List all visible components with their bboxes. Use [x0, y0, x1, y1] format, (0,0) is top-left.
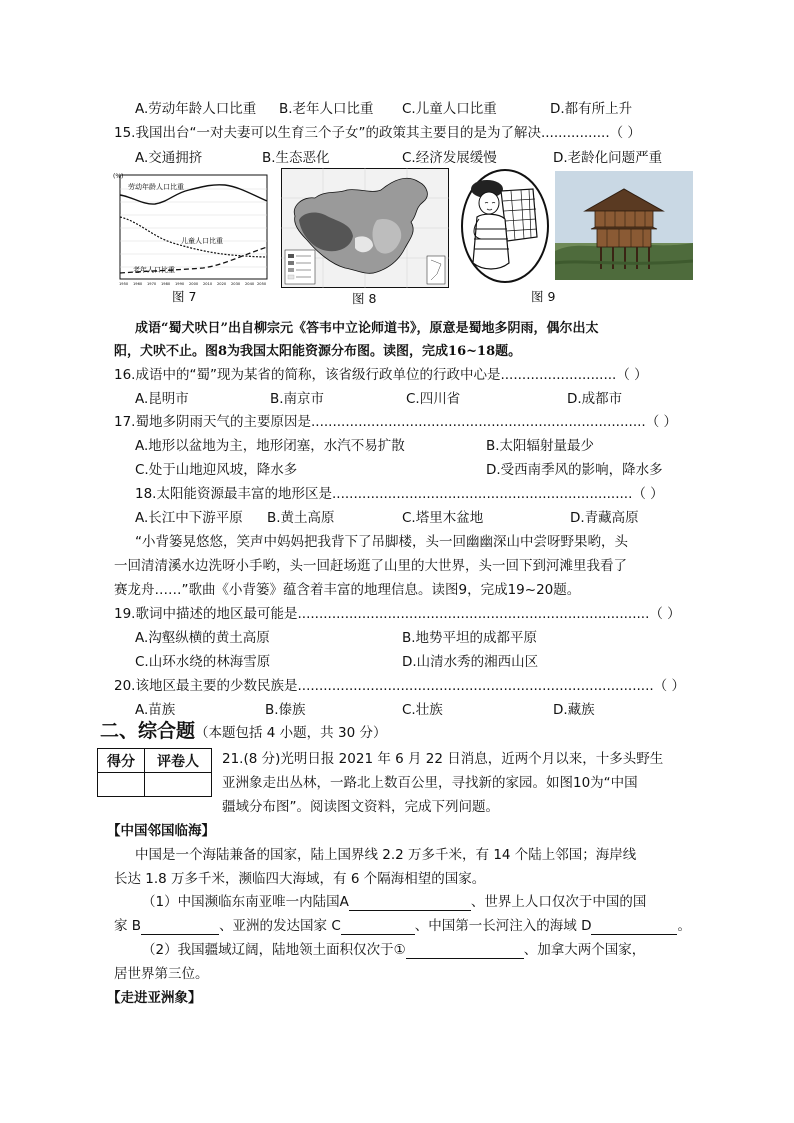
dress-icon	[473, 214, 509, 269]
q17-dots: ..............................................................................	[310, 414, 646, 430]
sub1-text-c: 家 B	[114, 918, 142, 934]
grader-cell	[145, 773, 212, 797]
q19-option-a: A.沟壑纵横的黄土高原	[135, 630, 270, 646]
q16-option-c: C.四川省	[406, 391, 461, 407]
sub2-line2: 居世界第三位。	[114, 966, 209, 982]
fig7-x-tick: 2050	[257, 282, 267, 286]
score-header-grader: 评卷人	[145, 749, 212, 773]
face-icon	[479, 192, 499, 214]
fig7-x-tick: 1960	[133, 282, 143, 286]
fig7-x-tick: 2000	[189, 282, 199, 286]
fig7-x-tick: 2010	[203, 282, 213, 286]
sub1-text-e: 、中国第一长河注入的海域 D	[414, 918, 592, 934]
q16-stem-text: 16.成语中的“蜀”现为某省的简称，该省级行政单位的行政中心是	[114, 367, 501, 383]
q15-stem	[114, 124, 641, 142]
q20-stem	[114, 677, 685, 695]
q16-option-b: B.南京市	[270, 391, 325, 407]
q21-line1: 21.(8 分)光明日报 2021 年 6 月 22 日消息，近两个月以来，十多头野生	[222, 751, 664, 767]
q17-option-b: B.太阳辐射量最少	[486, 438, 595, 454]
figure-9-back-basket-girl	[459, 167, 551, 285]
section2-note: （本题包括 4 小题，共 30 分）	[195, 725, 387, 741]
q20-option-b: B.傣族	[265, 702, 306, 718]
fig7-x-tick: 1970	[147, 282, 157, 286]
fig9-caption: 图 9	[531, 289, 556, 304]
q18-stem-text: 18.太阳能资源最丰富的地形区是	[135, 486, 332, 502]
q15-option-a: A.交通拥挤	[135, 150, 203, 166]
q19-answer-paren: （ ）	[649, 606, 681, 622]
q14-option-b: B.老年人口比重	[279, 101, 374, 117]
fig7-x-ticks	[119, 282, 267, 286]
fig7-y-unit: (%)	[113, 173, 124, 180]
q20-option-a: A.苗族	[135, 702, 176, 718]
fig7-label-elderly: 老年人口比重	[133, 266, 175, 274]
fig7-x-tick: 2030	[231, 282, 241, 286]
q20-stem-text: 20.该地区最主要的少数民族是	[114, 678, 298, 694]
q19-stem-text: 19.歌词中描述的地区最可能是	[114, 606, 298, 622]
score-header-score: 得分	[98, 749, 145, 773]
q15-stem-text: 15.我国出台“一对夫妻可以生育三个子女”的政策其主要目的是为了解决	[114, 125, 541, 141]
sub1-text-a: （1）中国濒临东南亚唯一内陆国A	[142, 894, 349, 910]
q21-line3: 疆域分布图”。阅读图文资料，完成下列问题。	[222, 799, 499, 815]
intro-19-20-line3: 赛龙舟……”歌曲《小背篓》蕴含着丰富的地理信息。读图9，完成19~20题。	[114, 582, 581, 598]
q18-answer-paren: （ ）	[632, 486, 664, 502]
q19-stem	[114, 605, 681, 623]
q14-option-a: A.劳动年龄人口比重	[135, 101, 257, 117]
sub1-text-b: 、世界上人口仅次于中国的国	[470, 894, 647, 910]
q15-option-d: D.老龄化问题严重	[553, 150, 663, 166]
q20-answer-paren: （ ）	[653, 678, 685, 694]
block2-heading: 【走进亚洲象】	[107, 990, 202, 1006]
stilt-house-photo	[555, 171, 693, 280]
q19-option-c: C.山环水绕的林海雪原	[135, 654, 271, 670]
q16-stem	[114, 366, 648, 384]
q19-dots: ..................................................................................	[297, 606, 650, 622]
intro-16-18-line1: 成语“蜀犬吠日”出自柳宗元《答韦中立论师道书》，原意是蜀地多阴雨，偶尔出太	[135, 321, 599, 336]
sub1-text-f: 。	[677, 918, 691, 934]
q18-option-d: D.青藏高原	[570, 510, 639, 526]
q15-answer-paren: （ ）	[609, 125, 641, 141]
answer-blank-a[interactable]	[349, 896, 471, 911]
q18-option-a: A.长江中下游平原	[135, 510, 243, 526]
sub2-line1	[142, 941, 645, 959]
answer-blank-d[interactable]	[591, 920, 677, 935]
answer-blank-1[interactable]	[406, 944, 524, 959]
q14-option-d: D.都有所上升	[550, 101, 633, 117]
fig7-caption: 图 7	[172, 289, 197, 304]
q18-option-c: C.塔里木盆地	[402, 510, 484, 526]
q17-option-d: D.受西南季风的影响，降水多	[486, 462, 663, 478]
q18-dots: ......................................................................	[331, 486, 633, 502]
q16-answer-paren: （ ）	[616, 367, 648, 383]
q20-option-c: C.壮族	[402, 702, 443, 718]
fig7-x-tick: 2020	[217, 282, 227, 286]
q15-option-b: B.生态恶化	[262, 150, 330, 166]
map-south-sea-inset	[427, 256, 445, 284]
answer-blank-c[interactable]	[341, 920, 415, 935]
answer-blank-b[interactable]	[141, 920, 219, 935]
fig8-caption: 图 8	[352, 291, 377, 306]
q17-option-c: C.处于山地迎风坡，降水多	[135, 462, 298, 478]
fig7-label-working-age: 劳动年龄人口比重	[128, 183, 184, 191]
q17-stem	[114, 413, 677, 431]
sub1-line2	[114, 917, 691, 935]
q17-answer-paren: （ ）	[645, 414, 677, 430]
fig7-x-tick: 1990	[175, 282, 185, 286]
q19-option-d: D.山清水秀的湘西山区	[402, 654, 539, 670]
intro-19-20-line2: 一回清清溪水边洗呀小手哟，头一回赶场逛了山里的大世界，头一回下到河滩里我看了	[114, 558, 627, 574]
sub2-text-b: 、加拿大两个国家，	[523, 942, 646, 958]
section2-heading	[100, 719, 386, 745]
q19-option-b: B.地势平坦的成都平原	[402, 630, 538, 646]
sub1-text-d: 、亚洲的发达国家 C	[219, 918, 341, 934]
score-table	[97, 748, 212, 797]
block1-para-line2: 长达 1.8 万多千米，濒临四大海域，有 6 个隔海相望的国家。	[114, 871, 486, 887]
intro-19-20-line1: “小背篓晃悠悠，笑声中妈妈把我背下了吊脚楼，头一回幽幽深山中尝呀野果哟，头	[135, 534, 628, 550]
q16-option-d: D.成都市	[567, 391, 623, 407]
q18-stem	[135, 485, 664, 503]
fig7-x-tick: 1980	[161, 282, 171, 286]
block1-heading: 【中国邻国临海】	[107, 823, 215, 839]
fig7-x-tick: 1950	[119, 282, 129, 286]
q17-stem-text: 17.蜀地多阴雨天气的主要原因是	[114, 414, 311, 430]
section2-title: 二、综合题	[100, 720, 196, 742]
q20-option-d: D.藏族	[553, 702, 595, 718]
block1-para-line1: 中国是一个海陆兼备的国家，陆上国界线 2.2 万多千米，有 14 个陆上邻国；海岸线	[135, 847, 637, 863]
fig7-x-tick: 2040	[245, 282, 255, 286]
q15-option-c: C.经济发展缓慢	[402, 150, 497, 166]
q14-option-c: C.儿童人口比重	[402, 101, 497, 117]
q21-line2: 亚洲象走出丛林，一路北上数百公里，寻找新的家园。如图10为“中国	[222, 775, 638, 791]
intro-16-18-line2: 阳，犬吠不止。图8为我国太阳能资源分布图。读图，完成16~18题。	[114, 344, 522, 359]
fig7-label-child: 儿童人口比重	[181, 237, 223, 245]
figure-7-population-chart	[113, 171, 271, 287]
q16-option-a: A.昆明市	[135, 391, 189, 407]
figure-8-solar-map	[281, 168, 449, 288]
sub1-line1	[142, 893, 646, 911]
q16-dots: ...........................	[500, 367, 617, 383]
q15-dots: ................	[540, 125, 610, 141]
q18-option-b: B.黄土高原	[267, 510, 335, 526]
q17-option-a: A.地形以盆地为主，地形闭塞，水汽不易扩散	[135, 438, 405, 454]
q20-dots: ...................................................................................	[297, 678, 654, 694]
score-cell	[98, 773, 145, 797]
sub2-text-a: （2）我国疆域辽阔，陆地领土面积仅次于①	[142, 942, 406, 958]
